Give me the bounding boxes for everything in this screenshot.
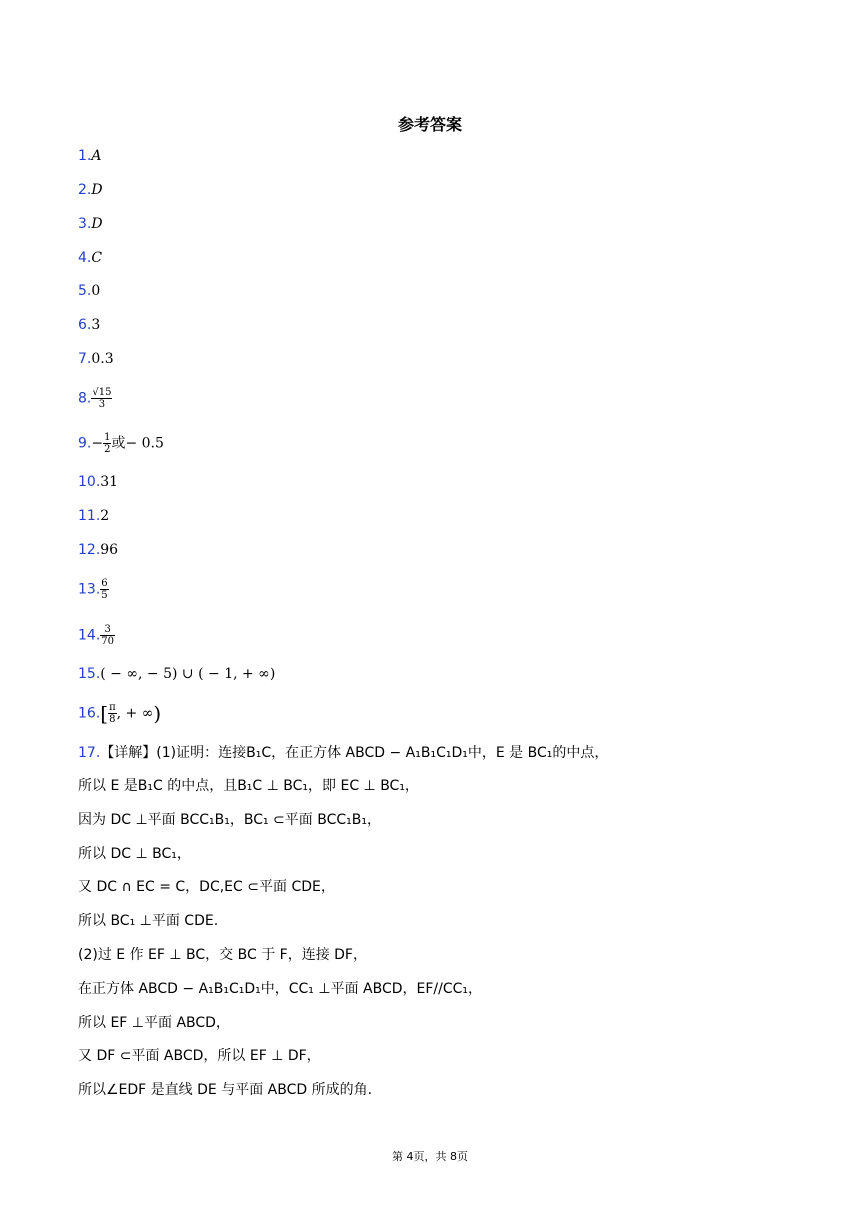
page-title: 参考答案 (397, 115, 462, 134)
answer-item: 3.D (78, 216, 103, 232)
answer-item: 11.2 (78, 508, 110, 524)
answer-item: 7.0.3 (78, 351, 114, 367)
solution-line: 又 DF ⊂平面 ABCD，所以 EF ⊥ DF， (78, 1048, 321, 1064)
page-footer: 第 4页，共 8页 (392, 1150, 468, 1163)
solution-line: 所以 DC ⊥ BC₁， (78, 846, 191, 862)
solution-line: 所以 E 是B₁C 的中点，且B₁C ⊥ BC₁，即 EC ⊥ BC₁， (78, 778, 419, 794)
answer-item: 9.− $\frac{1}{2}$ 或− 0.5 (78, 432, 164, 455)
answer-item: 5.0 (78, 283, 101, 299)
answer-item: 10.31 (78, 474, 119, 490)
answer-item: 1.A (78, 148, 102, 164)
solution-line: 因为 DC ⊥平面 BCC₁B₁，BC₁ ⊂平面 BCC₁B₁， (78, 812, 381, 828)
solution-line: 在正方体 ABCD − A₁B₁C₁D₁中，CC₁ ⊥平面 ABCD，EF//CC₁， (78, 981, 483, 997)
solution-line: 所以 BC₁ ⊥平面 CDE. (78, 913, 219, 929)
answer-item: 12.96 (78, 542, 119, 558)
answer-item: 16.[ $\frac{\pi}{8}$ , + ∞) (78, 701, 162, 726)
solution-line: 所以 EF ⊥平面 ABCD， (78, 1015, 230, 1031)
fraction: $\frac{3}{70}$ (101, 624, 114, 647)
answer-item: 15.( − ∞, − 5) ∪ ( − 1, + ∞) (78, 666, 276, 682)
answer-item: 4.C (78, 250, 103, 266)
answer-item: 8. $\frac{√15}{3}$ (78, 387, 112, 410)
answer-item: 2.D (78, 182, 103, 198)
fraction: $\frac{6}{5}$ (101, 578, 108, 601)
solution-line: 又 DC ∩ EC = C，DC,EC ⊂平面 CDE， (78, 879, 335, 895)
solution-line: 17.【详解】(1)证明：连接B₁C，在正方体 ABCD − A₁B₁C₁D₁中，E 是 BC₁的中点， (78, 745, 609, 761)
solution-line: 所以∠EDF 是直线 DE 与平面 ABCD 所成的角. (78, 1082, 373, 1098)
fraction: $\frac{\pi}{8}$ (109, 702, 116, 725)
fraction: $\frac{√15}{3}$ (92, 387, 112, 410)
answer-item: 14. $\frac{3}{70}$ (78, 624, 114, 647)
answer-item: 6.3 (78, 317, 101, 333)
answer-item: 13. $\frac{6}{5}$ (78, 578, 108, 601)
fraction: $\frac{1}{2}$ (104, 432, 111, 455)
solution-line: (2)过 E 作 EF ⊥ BC，交 BC 于 F，连接 DF， (78, 947, 367, 963)
